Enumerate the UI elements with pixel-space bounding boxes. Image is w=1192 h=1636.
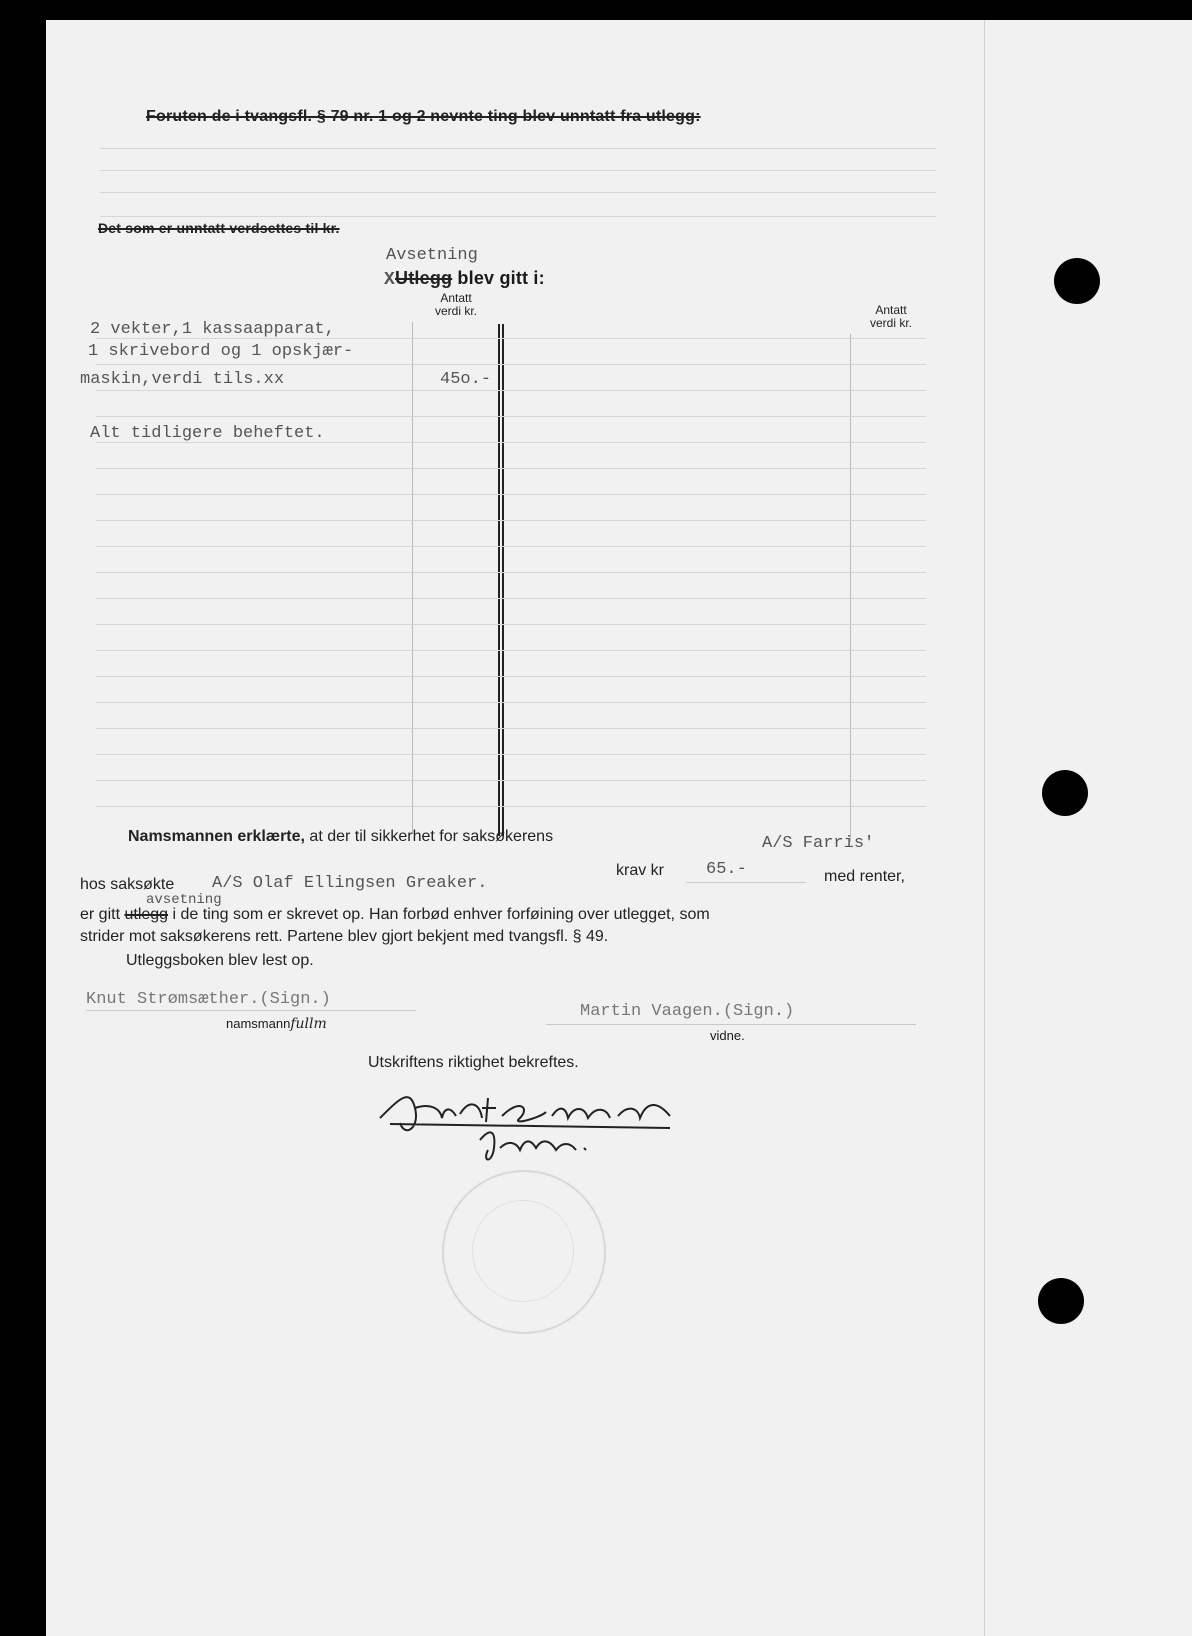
declaration-line-1 [128,828,553,846]
binder-hole-bottom [1038,1278,1084,1324]
ruled-line [96,364,926,365]
ruled-line [96,494,926,495]
binder-hole-top [1054,258,1100,304]
item-line-3: maskin,verdi tils.xx [80,370,285,389]
typed-namsmann-signature: Knut Strømsæther.(Sign.) [86,990,331,1009]
seal-stamp [442,1170,606,1334]
ruled-line [96,598,926,599]
binder-hole-middle [1042,770,1088,816]
typed-krav-value: 65.- [706,860,747,879]
column-header-left: Antatt verdi kr. [434,291,477,318]
ruled-line [96,702,926,703]
declaration-line-4: strider mot saksøkerens rett. Partene blev gjort bekjent med tvangsfl. § 49. [80,928,609,945]
ruled-line [96,468,926,469]
ruled-line [96,676,926,677]
struck-utlegg: Utlegg [395,268,453,288]
declaration-line-3-a: er gitt [80,906,121,923]
column-rule-right [850,334,851,842]
declaration-line-3-b: i de ting som er skrevet op. Han forbød enhver forføining over utlegget, som [172,906,710,923]
header-line-exempt-value: Det som er unntatt verdsettes til kr. [98,220,340,236]
med-renter: med renter, [824,868,905,885]
typed-avsetning-declaration: avsetning [146,892,222,908]
certification-text: Utskriftens riktighet bekreftes. [368,1054,579,1071]
struck-utlegg-declaration: utlegg [124,906,169,923]
krav-label: krav kr [616,862,664,879]
typed-avsetning-header: Avsetning [386,246,478,265]
item-line-1: 2 vekter,1 kassaapparat, [90,320,335,339]
header-given-rest: blev gitt i: [452,268,545,288]
typed-witness-signature: Martin Vaagen.(Sign.) [580,1002,795,1021]
item-note: Alt tidligere beheftet. [90,424,325,443]
ruled-line [96,754,926,755]
ruled-line [96,572,926,573]
item-line-2: 1 skrivebord og 1 opskjær- [88,342,354,361]
document-page [46,20,1192,1636]
column-rule-left [412,322,413,834]
ruled-line [96,650,926,651]
witness-label: vidne. [710,1028,745,1043]
ruled-line [96,806,926,807]
handwritten-fullm-small: fullm [290,1016,327,1032]
declaration-line-3 [80,906,710,924]
declaration-lead: Namsmannen erklærte, [128,828,305,845]
margin-rule [984,20,985,1636]
ruled-line [96,520,926,521]
hos-saksokte-label: hos saksøkte [80,876,175,893]
item-value: 45o.- [440,370,492,389]
declaration-text-1: at der til sikkerhet for saksøkerens [309,828,554,845]
declaration-line-5: Utleggsboken blev lest op. [126,952,314,969]
ruled-line [96,416,926,417]
ruled-line [96,780,926,781]
header-line-exempt: Foruten de i tvangsfl. § 79 nr. 1 og 2 nevnte ting blev unntatt fra utlegg: [146,108,701,125]
ruled-line [96,728,926,729]
typed-debtor: A/S Olaf Ellingsen Greaker. [212,874,488,893]
header-line-given [384,268,545,290]
namsmann-label [226,1016,327,1032]
typed-creditor: A/S Farris' [762,834,875,853]
column-rule-double-a [498,324,500,836]
namsmann-label-text: namsmann [226,1016,291,1031]
typed-x-mark: X [384,270,396,290]
ruled-line [96,390,926,391]
column-header-right: Antatt verdi kr. [869,303,912,330]
column-rule-double-b [502,324,504,836]
ruled-line [96,624,926,625]
ruled-line [96,546,926,547]
handwritten-signature [370,1078,700,1168]
